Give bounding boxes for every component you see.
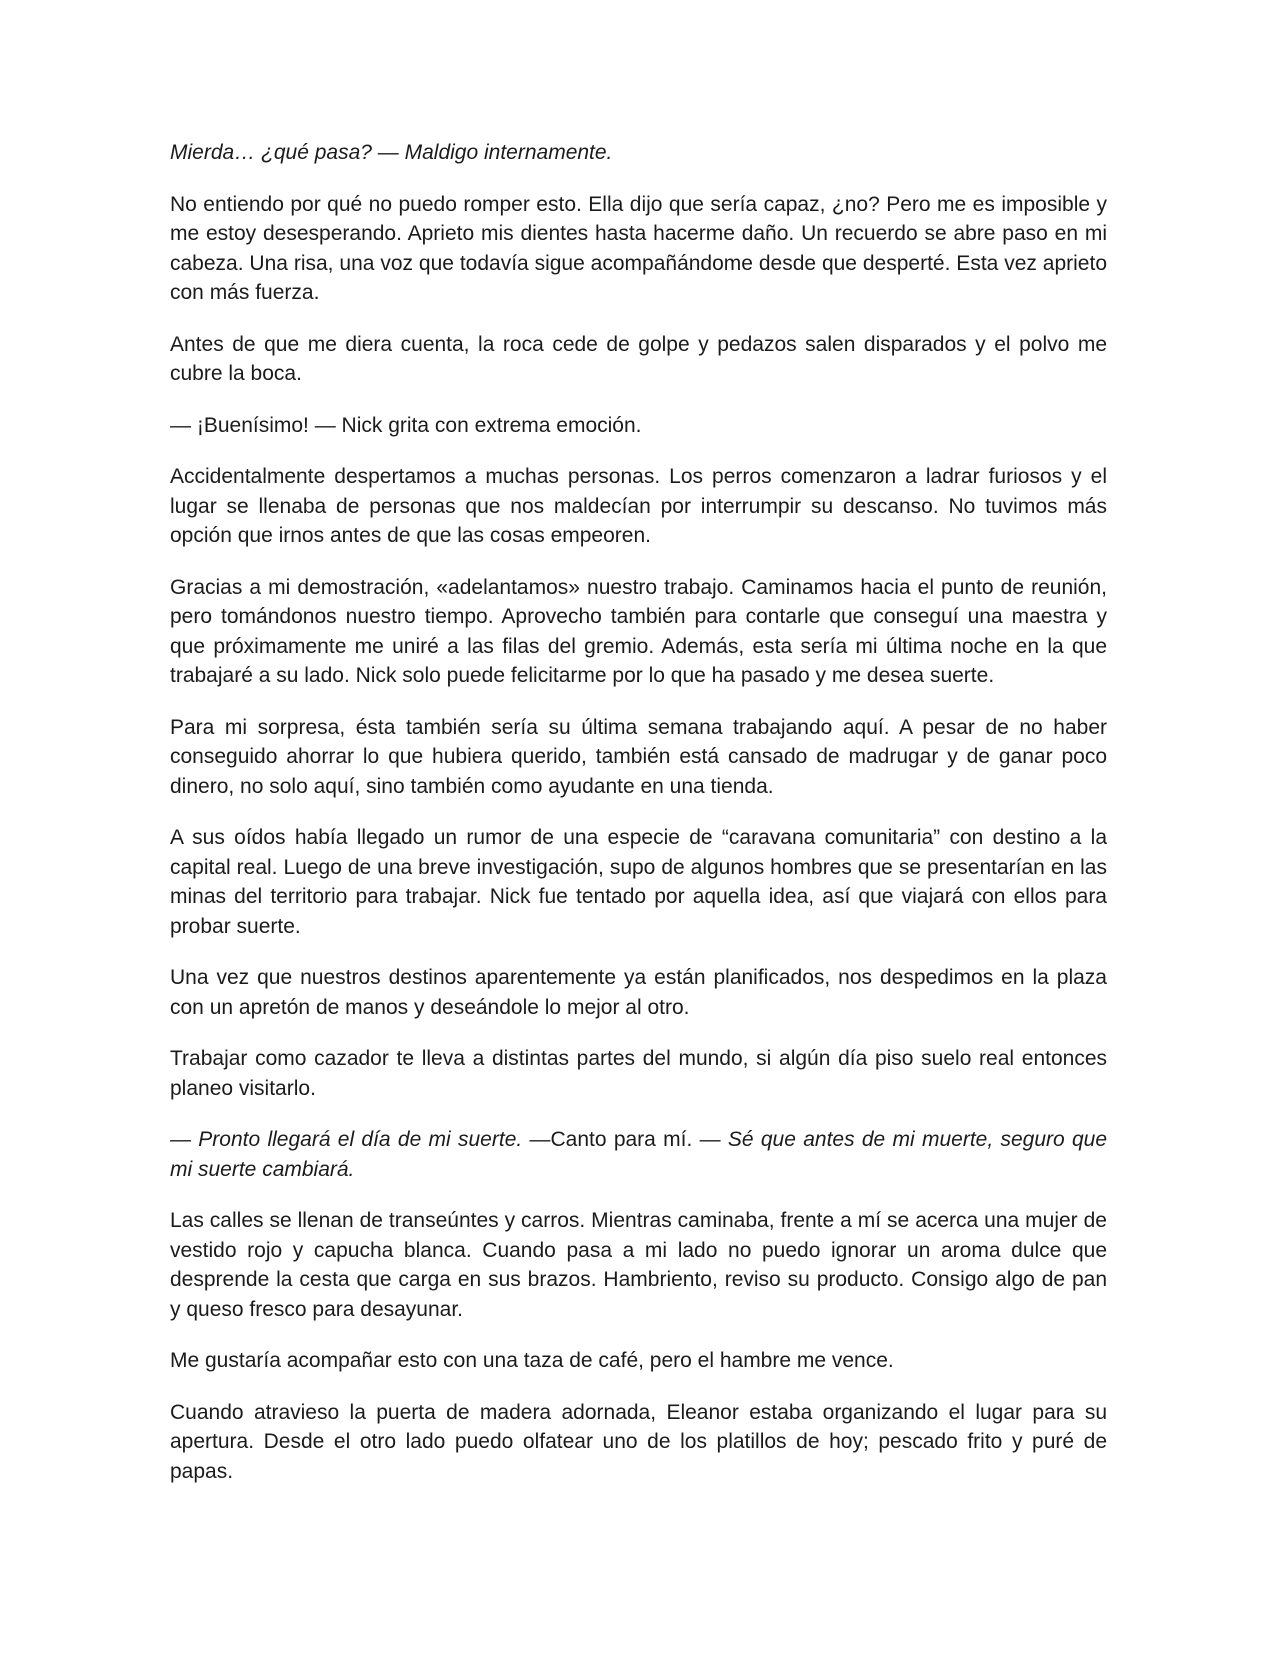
text-run: Me gustaría acompañar esto con una taza de café, pero el hambre me vence. — [170, 1349, 894, 1372]
text-run: No entiendo por qué no puedo romper esto. Ella dijo que sería capaz, ¿no? Pero me es imposible y me estoy desesperando. Aprieto mis dientes hasta hacerme daño. Un recuerdo se abre paso en mi cabeza. Una risa, una voz que todavía sigue acompañándome desde que desperté. Esta vez aprieto con más fuerza. — [170, 192, 1107, 304]
paragraph — [170, 1125, 1107, 1184]
page-content — [170, 138, 1107, 1486]
text-run: Antes de que me diera cuenta, la roca cede de golpe y pedazos salen disparados y el polvo me cubre la boca. — [170, 332, 1107, 385]
paragraph — [170, 411, 1107, 441]
text-run: Gracias a mi demostración, «adelantamos» nuestro trabajo. Caminamos hacia el punto de reunión, pero tomándonos nuestro tiempo. Aprovecho también para contarle que conseguí una maestra y que próximamente me uniré a las filas del gremio. Además, esta sería mi última noche en la que trabajaré a su lado. Nick solo puede felicitarme por lo que ha pasado y me desea suerte. — [170, 575, 1107, 687]
paragraph — [170, 1398, 1107, 1487]
paragraph — [170, 330, 1107, 389]
text-run: Accidentalmente despertamos a muchas personas. Los perros comenzaron a ladrar furiosos y el lugar se llenaba de personas que nos maldecían por interrumpir su descanso. No tuvimos más opción que irnos antes de que las cosas empeoren. — [170, 465, 1107, 547]
paragraph — [170, 190, 1107, 308]
paragraph — [170, 1044, 1107, 1103]
text-run: — ¡Buenísimo! — Nick grita con extrema emoción. — [170, 413, 642, 437]
paragraph — [170, 963, 1107, 1022]
text-run: Para mi sorpresa, ésta también sería su última semana trabajando aquí. A pesar de no haber conseguido ahorrar lo que hubiera querido, también está cansado de madrugar y de ganar poco dinero, no solo aquí, sino también como ayudante en una tienda. — [170, 715, 1107, 798]
italic-text-run: Sé que antes de mi muerte, seguro que mi suerte cambiará. — [170, 1128, 1107, 1181]
text-run: Las calles se llenan de transeúntes y carros. Mientras caminaba, frente a mí se acerca una mujer de vestido rojo y capucha blanca. Cuando pasa a mi lado no puedo ignorar un aroma dulce que desprende la cesta que carga en sus brazos. Hambriento, reviso su producto. Consigo algo de pan y queso fresco para desayunar. — [170, 1209, 1107, 1321]
italic-text-run: Mierda… ¿qué pasa? — Maldigo internamente. — [170, 141, 613, 164]
paragraph — [170, 1346, 1107, 1376]
paragraph — [170, 138, 1107, 168]
paragraph — [170, 823, 1107, 941]
paragraph — [170, 573, 1107, 691]
italic-text-run: — Pronto llegará el día de mi suerte. — [170, 1128, 530, 1151]
text-run: Cuando atravieso la puerta de madera adornada, Eleanor estaba organizando el lugar para su apertura. Desde el otro lado puedo olfatear uno de los platillos de hoy; pescado frito y puré de papas. — [170, 1400, 1107, 1483]
text-run: A sus oídos había llegado un rumor de una especie de “caravana comunitaria” con destino a la capital real. Luego de una breve investigación, supo de algunos hombres que se presentarían en las minas del territorio para trabajar. Nick fue tentado por aquella idea, así que viajará con ellos para probar suerte. — [170, 826, 1107, 938]
text-run: Trabajar como cazador te lleva a distintas partes del mundo, si algún día piso suelo real entonces planeo visitarlo. — [170, 1047, 1107, 1100]
text-run: —Canto para mí. — — [529, 1128, 728, 1151]
paragraph — [170, 713, 1107, 802]
paragraph — [170, 462, 1107, 551]
paragraph — [170, 1206, 1107, 1324]
text-run: Una vez que nuestros destinos aparentemente ya están planificados, nos despedimos en la plaza con un apretón de manos y deseándole lo mejor al otro. — [170, 966, 1107, 1019]
